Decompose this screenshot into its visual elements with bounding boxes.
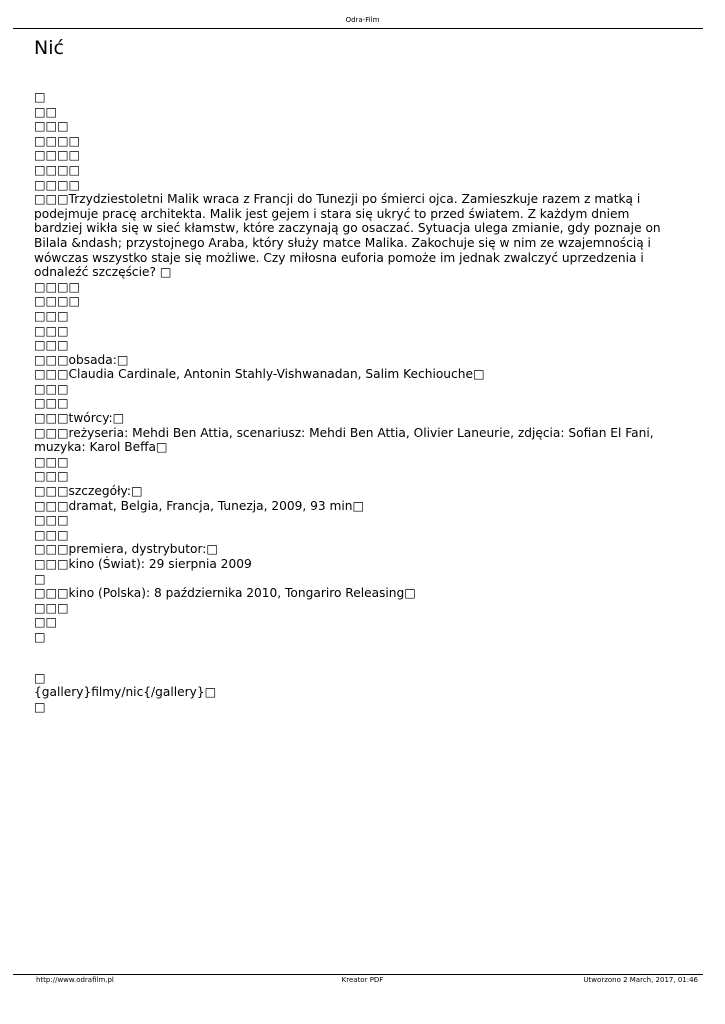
- text-line: □□□kino (Polska): 8 października 2010, Tongariro Releasing□: [34, 586, 416, 601]
- text-line: □□□□: [34, 294, 81, 309]
- text-line: □□□□: [34, 162, 81, 177]
- spacer: [34, 645, 674, 671]
- text-line: □□□Trzydziestoletni Malik wraca z Francji do Tunezji po śmierci ojca. Zamieszkuje razem z matką i podejmuje pracę architekta. Malik jest gejem i stara się ukryć to przed światem. Z każdym dniem bardziej wikła się w sieć kłamstw, które zaczynają go osaczać. Sytuacja ulega zmianie, gdy poznaje on Bilala &ndash; przystojnego Araba, który służy matce Malika. Zakochuje się w nim ze wzajemnością i wówczas wszystko staje się możliwe. Czy miłosna euforia pomoże im jednak zwalczyć uprzedzenia i odnaleźć szczęście? □: [34, 192, 665, 280]
- text-line: □: [34, 571, 46, 586]
- text-line: □□□□: [34, 133, 81, 148]
- text-line: □: [34, 670, 46, 685]
- header-site-name: Odra-Film: [345, 16, 380, 24]
- text-line: □□□premiera, dystrybutor:□: [34, 542, 218, 557]
- text-line: □□□twórcy:□: [34, 411, 125, 426]
- text-line: □□□□: [34, 148, 81, 163]
- text-line: □□□szczegóły:□: [34, 484, 143, 499]
- text-line: □□□dramat, Belgia, Francja, Tunezja, 2009, 93 min□: [34, 498, 365, 513]
- text-line: □□□: [34, 323, 69, 338]
- text-line: □□□: [34, 308, 69, 323]
- text-line: □□□: [34, 119, 69, 134]
- text-line: □□□Claudia Cardinale, Antonin Stahly-Vishwanadan, Salim Kechiouche□: [34, 367, 485, 382]
- text-line: □: [34, 699, 46, 714]
- text-line: □□□: [34, 396, 69, 411]
- text-line: □□□: [34, 527, 69, 542]
- footer-divider: [13, 974, 703, 975]
- text-line: □□: [34, 104, 58, 119]
- page-title: Nić: [34, 37, 64, 59]
- text-line: □□□obsada:□: [34, 352, 129, 367]
- text-line: □□□reżyseria: Mehdi Ben Attia, scenariusz: Mehdi Ben Attia, Olivier Laneurie, zdjęcia: Sofian El Fani, muzyka: Karol Beffa□: [34, 425, 658, 455]
- article-lines: [34, 90, 674, 645]
- text-line: □□□: [34, 454, 69, 469]
- text-line: □□□: [34, 338, 69, 353]
- article-body: [34, 90, 674, 714]
- header-divider: [13, 28, 703, 29]
- text-line: □□: [34, 615, 58, 630]
- text-line: □□□kino (Świat): 29 sierpnia 2009: [34, 557, 252, 571]
- footer-created-date: Utworzono 2 March, 2017, 01:46: [583, 976, 698, 984]
- text-line: □□□: [34, 381, 69, 396]
- footer-generator: Kreator PDF: [341, 976, 384, 984]
- footer-url-link[interactable]: http://www.odrafilm.pl: [36, 976, 114, 984]
- text-line: {gallery}filmy/nic{/gallery}□: [34, 685, 217, 700]
- text-line: □: [34, 629, 46, 644]
- text-line: □: [34, 90, 46, 104]
- article-lines-tail: [34, 671, 674, 715]
- text-line: □□□: [34, 600, 69, 615]
- text-line: □□□□: [34, 177, 81, 192]
- text-line: □□□□: [34, 279, 81, 294]
- text-line: □□□: [34, 513, 69, 528]
- text-line: □□□: [34, 469, 69, 484]
